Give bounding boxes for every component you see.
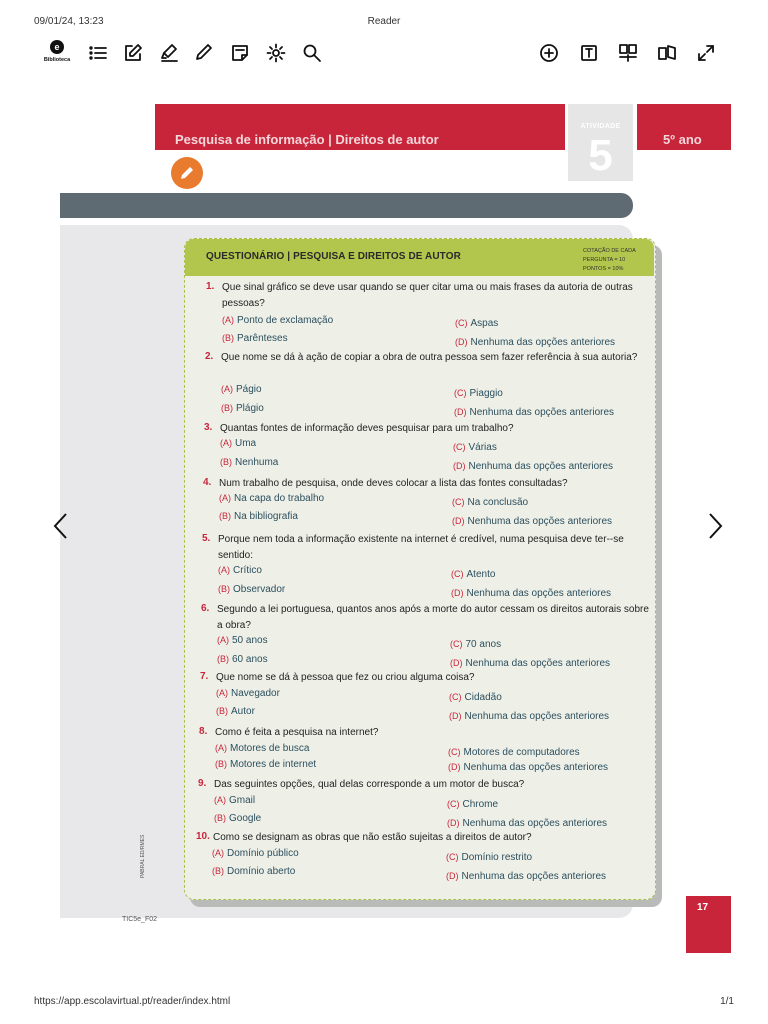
question-number: 1. bbox=[206, 281, 215, 292]
question-number: 5. bbox=[202, 533, 211, 544]
option-text: Plágio bbox=[236, 403, 264, 414]
option-text: Domínio público bbox=[227, 848, 299, 859]
option-letter: (D) bbox=[454, 407, 467, 417]
option-letter: (D) bbox=[452, 516, 465, 526]
option-letter: (A) bbox=[212, 848, 224, 858]
option-letter: (C) bbox=[453, 442, 466, 452]
option-letter: (B) bbox=[216, 706, 228, 716]
print-title: Reader bbox=[367, 16, 401, 27]
activity-number: 5 bbox=[588, 131, 613, 180]
option-a[interactable] bbox=[215, 743, 310, 754]
option-letter: (B) bbox=[220, 457, 232, 467]
option-a[interactable] bbox=[217, 635, 268, 646]
option-text: Págio bbox=[236, 384, 262, 395]
edit-note-icon[interactable] bbox=[122, 42, 144, 64]
year-label: 5º ano bbox=[663, 132, 702, 147]
score-info bbox=[583, 247, 636, 274]
question-text: Que nome se dá à ação de copiar a obra de outra pessoa sem fazer referência à sua autoria? bbox=[221, 352, 638, 363]
print-footer bbox=[34, 996, 734, 1010]
quiz-card bbox=[184, 238, 656, 900]
option-b[interactable] bbox=[216, 706, 255, 717]
option-letter: (A) bbox=[214, 795, 226, 805]
option-d[interactable] bbox=[453, 461, 613, 472]
year-banner bbox=[637, 104, 731, 150]
option-letter: (A) bbox=[217, 635, 229, 645]
option-letter: (A) bbox=[222, 315, 234, 325]
option-c[interactable] bbox=[450, 639, 501, 650]
option-d[interactable] bbox=[455, 337, 615, 348]
option-letter: (A) bbox=[220, 438, 232, 448]
option-text: Domínio aberto bbox=[227, 866, 296, 877]
option-letter: (D) bbox=[448, 762, 461, 772]
pen-icon[interactable] bbox=[193, 42, 215, 64]
option-letter: (B) bbox=[222, 333, 234, 343]
library-label: Biblioteca bbox=[43, 57, 71, 63]
option-c[interactable] bbox=[446, 852, 532, 863]
option-letter: (A) bbox=[221, 384, 233, 394]
option-letter: (C) bbox=[446, 852, 459, 862]
option-letter: (C) bbox=[452, 497, 465, 507]
question-text: Porque nem toda a informação existente na internet é credível, numa pesquisa deve ter--se sentido: bbox=[218, 534, 624, 561]
option-letter: (D) bbox=[450, 658, 463, 668]
text-box-icon[interactable] bbox=[578, 42, 600, 64]
question-number: 3. bbox=[204, 422, 213, 433]
notes-icon[interactable] bbox=[229, 42, 251, 64]
option-text: Atento bbox=[466, 569, 496, 580]
option-text: Nenhuma das opções anteriores bbox=[468, 461, 614, 472]
option-text: Uma bbox=[235, 438, 257, 449]
option-letter: (B) bbox=[221, 403, 233, 413]
option-letter: (C) bbox=[447, 799, 460, 809]
option-text: Na capa do trabalho bbox=[234, 493, 325, 504]
option-text: Gmail bbox=[229, 795, 256, 806]
option-c[interactable] bbox=[452, 497, 528, 508]
option-letter: (C) bbox=[449, 692, 462, 702]
option-b[interactable] bbox=[214, 813, 261, 824]
previous-page-arrow-icon[interactable] bbox=[50, 512, 72, 540]
option-text: Motores de internet bbox=[230, 759, 317, 770]
option-letter: (D) bbox=[449, 711, 462, 721]
option-text: Autor bbox=[231, 706, 255, 717]
question-number: 9. bbox=[198, 778, 207, 789]
option-text: Nenhuma das opções anteriores bbox=[465, 658, 611, 669]
option-text: Cidadão bbox=[464, 692, 502, 703]
question-number: 8. bbox=[199, 726, 208, 737]
question-text: Como se designam as obras que não estão sujeitas a direitos de autor? bbox=[213, 832, 532, 843]
highlighter-icon[interactable] bbox=[158, 42, 180, 64]
section-bar bbox=[60, 193, 633, 218]
option-letter: (A) bbox=[218, 565, 230, 575]
option-c[interactable] bbox=[453, 442, 497, 453]
option-text: Aspas bbox=[470, 318, 499, 329]
option-text: 50 anos bbox=[232, 635, 268, 646]
dual-page-icon[interactable] bbox=[617, 42, 639, 64]
option-text: Motores de computadores bbox=[463, 747, 580, 758]
option-letter: (A) bbox=[219, 493, 231, 503]
question-number: 4. bbox=[203, 477, 212, 488]
option-letter: (D) bbox=[451, 588, 464, 598]
side-code-vertical: PABRAL ED/RMES bbox=[140, 834, 146, 878]
score-line: PERGUNTA = 10 bbox=[583, 257, 626, 263]
page-number: 17 bbox=[697, 902, 709, 913]
activity-banner bbox=[155, 104, 565, 150]
option-letter: (C) bbox=[448, 747, 461, 757]
question-text: Como é feita a pesquisa na internet? bbox=[215, 727, 379, 738]
question-number: 10. bbox=[196, 831, 210, 842]
option-letter: (B) bbox=[218, 584, 230, 594]
page-number-tab bbox=[686, 896, 731, 953]
option-letter: (B) bbox=[219, 511, 231, 521]
option-a[interactable] bbox=[216, 688, 280, 699]
option-letter: (D) bbox=[453, 461, 466, 471]
option-text: Nenhuma das opções anteriores bbox=[469, 407, 615, 418]
pencil-icon[interactable] bbox=[171, 157, 203, 189]
option-text: Motores de busca bbox=[230, 743, 310, 754]
option-letter: (D) bbox=[446, 871, 459, 881]
print-header bbox=[34, 16, 734, 30]
option-a[interactable] bbox=[222, 315, 333, 326]
option-d[interactable] bbox=[452, 516, 612, 527]
option-c[interactable] bbox=[455, 318, 498, 329]
option-b[interactable] bbox=[217, 654, 268, 665]
book-open-icon[interactable] bbox=[656, 42, 678, 64]
option-a[interactable] bbox=[219, 493, 324, 504]
option-text: 70 anos bbox=[465, 639, 502, 650]
option-b[interactable] bbox=[212, 866, 295, 877]
option-letter: (C) bbox=[454, 388, 467, 398]
quiz-card-header bbox=[185, 239, 654, 276]
option-letter: (D) bbox=[447, 818, 460, 828]
question-text: Quantas fontes de informação deves pesquisar para um trabalho? bbox=[220, 423, 514, 434]
option-letter: (D) bbox=[455, 337, 468, 347]
option-text: Parênteses bbox=[237, 333, 288, 344]
option-text: Google bbox=[229, 813, 262, 824]
settings-icon[interactable] bbox=[265, 42, 287, 64]
activity-number-box bbox=[568, 104, 633, 181]
option-text: Nenhuma das opções anteriores bbox=[464, 711, 610, 722]
option-a[interactable] bbox=[218, 565, 262, 576]
option-c[interactable] bbox=[451, 569, 495, 580]
option-d[interactable] bbox=[450, 658, 610, 669]
option-text: Nenhuma das opções anteriores bbox=[470, 337, 616, 348]
expand-icon[interactable] bbox=[695, 42, 717, 64]
option-d[interactable] bbox=[447, 818, 607, 829]
option-letter: (B) bbox=[214, 813, 226, 823]
option-text: Nenhuma das opções anteriores bbox=[462, 818, 608, 829]
option-letter: (C) bbox=[455, 318, 468, 328]
option-letter: (A) bbox=[216, 688, 228, 698]
option-text: Na bibliografia bbox=[234, 511, 298, 522]
option-letter: (C) bbox=[451, 569, 464, 579]
option-text: Nenhuma das opções anteriores bbox=[463, 762, 609, 773]
add-circle-icon[interactable] bbox=[538, 42, 560, 64]
option-d[interactable] bbox=[448, 762, 608, 773]
option-letter: (B) bbox=[217, 654, 229, 664]
question-number: 6. bbox=[201, 603, 210, 614]
option-text: Observador bbox=[233, 584, 286, 595]
option-text: Domínio restrito bbox=[461, 852, 533, 863]
question-number: 2. bbox=[205, 351, 214, 362]
option-c[interactable] bbox=[448, 747, 580, 758]
option-text: Crítico bbox=[233, 565, 262, 576]
option-text: Na conclusão bbox=[467, 497, 529, 508]
option-b[interactable] bbox=[215, 759, 316, 770]
option-letter: (A) bbox=[215, 743, 227, 753]
option-d[interactable] bbox=[449, 711, 609, 722]
option-text: Nenhuma das opções anteriores bbox=[466, 588, 612, 599]
option-text: Piaggio bbox=[469, 388, 503, 399]
option-letter: (C) bbox=[450, 639, 463, 649]
question-text: Num trabalho de pesquisa, onde deves colocar a lista das fontes consultadas? bbox=[219, 478, 568, 489]
option-b[interactable] bbox=[219, 511, 298, 522]
option-text: Chrome bbox=[462, 799, 499, 810]
option-a[interactable] bbox=[221, 384, 262, 395]
option-text: Ponto de exclamação bbox=[237, 315, 334, 326]
option-c[interactable] bbox=[454, 388, 503, 399]
option-b[interactable] bbox=[218, 584, 285, 595]
option-text: 60 anos bbox=[232, 654, 268, 665]
search-icon[interactable] bbox=[301, 42, 323, 64]
activity-label: ATIVIDADE bbox=[580, 123, 621, 130]
option-c[interactable] bbox=[449, 692, 502, 703]
option-letter: (B) bbox=[215, 759, 227, 769]
option-b[interactable] bbox=[220, 457, 278, 468]
print-url: https://app.escolavirtual.pt/reader/index.html bbox=[34, 996, 231, 1007]
option-c[interactable] bbox=[447, 799, 498, 810]
question-number: 7. bbox=[200, 671, 209, 682]
print-datetime: 09/01/24, 13:23 bbox=[34, 16, 104, 27]
library-button[interactable] bbox=[40, 40, 74, 70]
next-page-arrow-icon[interactable] bbox=[704, 512, 726, 540]
list-icon[interactable] bbox=[87, 42, 109, 64]
question-text: Que sinal gráfico se deve usar quando se quer citar uma ou mais frases da autoria de outras pessoas? bbox=[222, 282, 633, 309]
library-logo-icon: e bbox=[50, 40, 64, 54]
option-text: Nenhuma das opções anteriores bbox=[467, 516, 613, 527]
option-d[interactable] bbox=[454, 407, 614, 418]
question-text: Segundo a lei portuguesa, quantos anos após a morte do autor cessam os direitos autorais sobre a obra? bbox=[217, 604, 649, 631]
option-text: Nenhuma bbox=[235, 457, 279, 468]
page-code: TIC5e_F02 bbox=[122, 916, 158, 923]
quiz-title: QUESTIONÁRIO | PESQUISA E DIREITOS DE AUTOR bbox=[206, 251, 461, 262]
option-a[interactable] bbox=[212, 848, 299, 859]
question-text: Das seguintes opções, qual delas corresponde a um motor de busca? bbox=[214, 779, 525, 790]
option-text: Navegador bbox=[231, 688, 280, 699]
option-text: Várias bbox=[468, 442, 497, 453]
option-d[interactable] bbox=[446, 871, 606, 882]
option-a[interactable] bbox=[220, 438, 256, 449]
question-text: Que nome se dá à pessoa que fez ou criou alguma coisa? bbox=[216, 672, 475, 683]
option-d[interactable] bbox=[451, 588, 611, 599]
option-b[interactable] bbox=[222, 333, 288, 344]
option-text: Nenhuma das opções anteriores bbox=[461, 871, 607, 882]
score-line: PONTOS = 10% bbox=[583, 266, 624, 272]
option-a[interactable] bbox=[214, 795, 255, 806]
score-line: COTAÇÃO DE CADA bbox=[583, 248, 636, 254]
option-b[interactable] bbox=[221, 403, 264, 414]
banner-title: Pesquisa de informação | Direitos de autor bbox=[175, 132, 439, 147]
option-letter: (B) bbox=[212, 866, 224, 876]
print-page-count: 1/1 bbox=[720, 996, 734, 1007]
